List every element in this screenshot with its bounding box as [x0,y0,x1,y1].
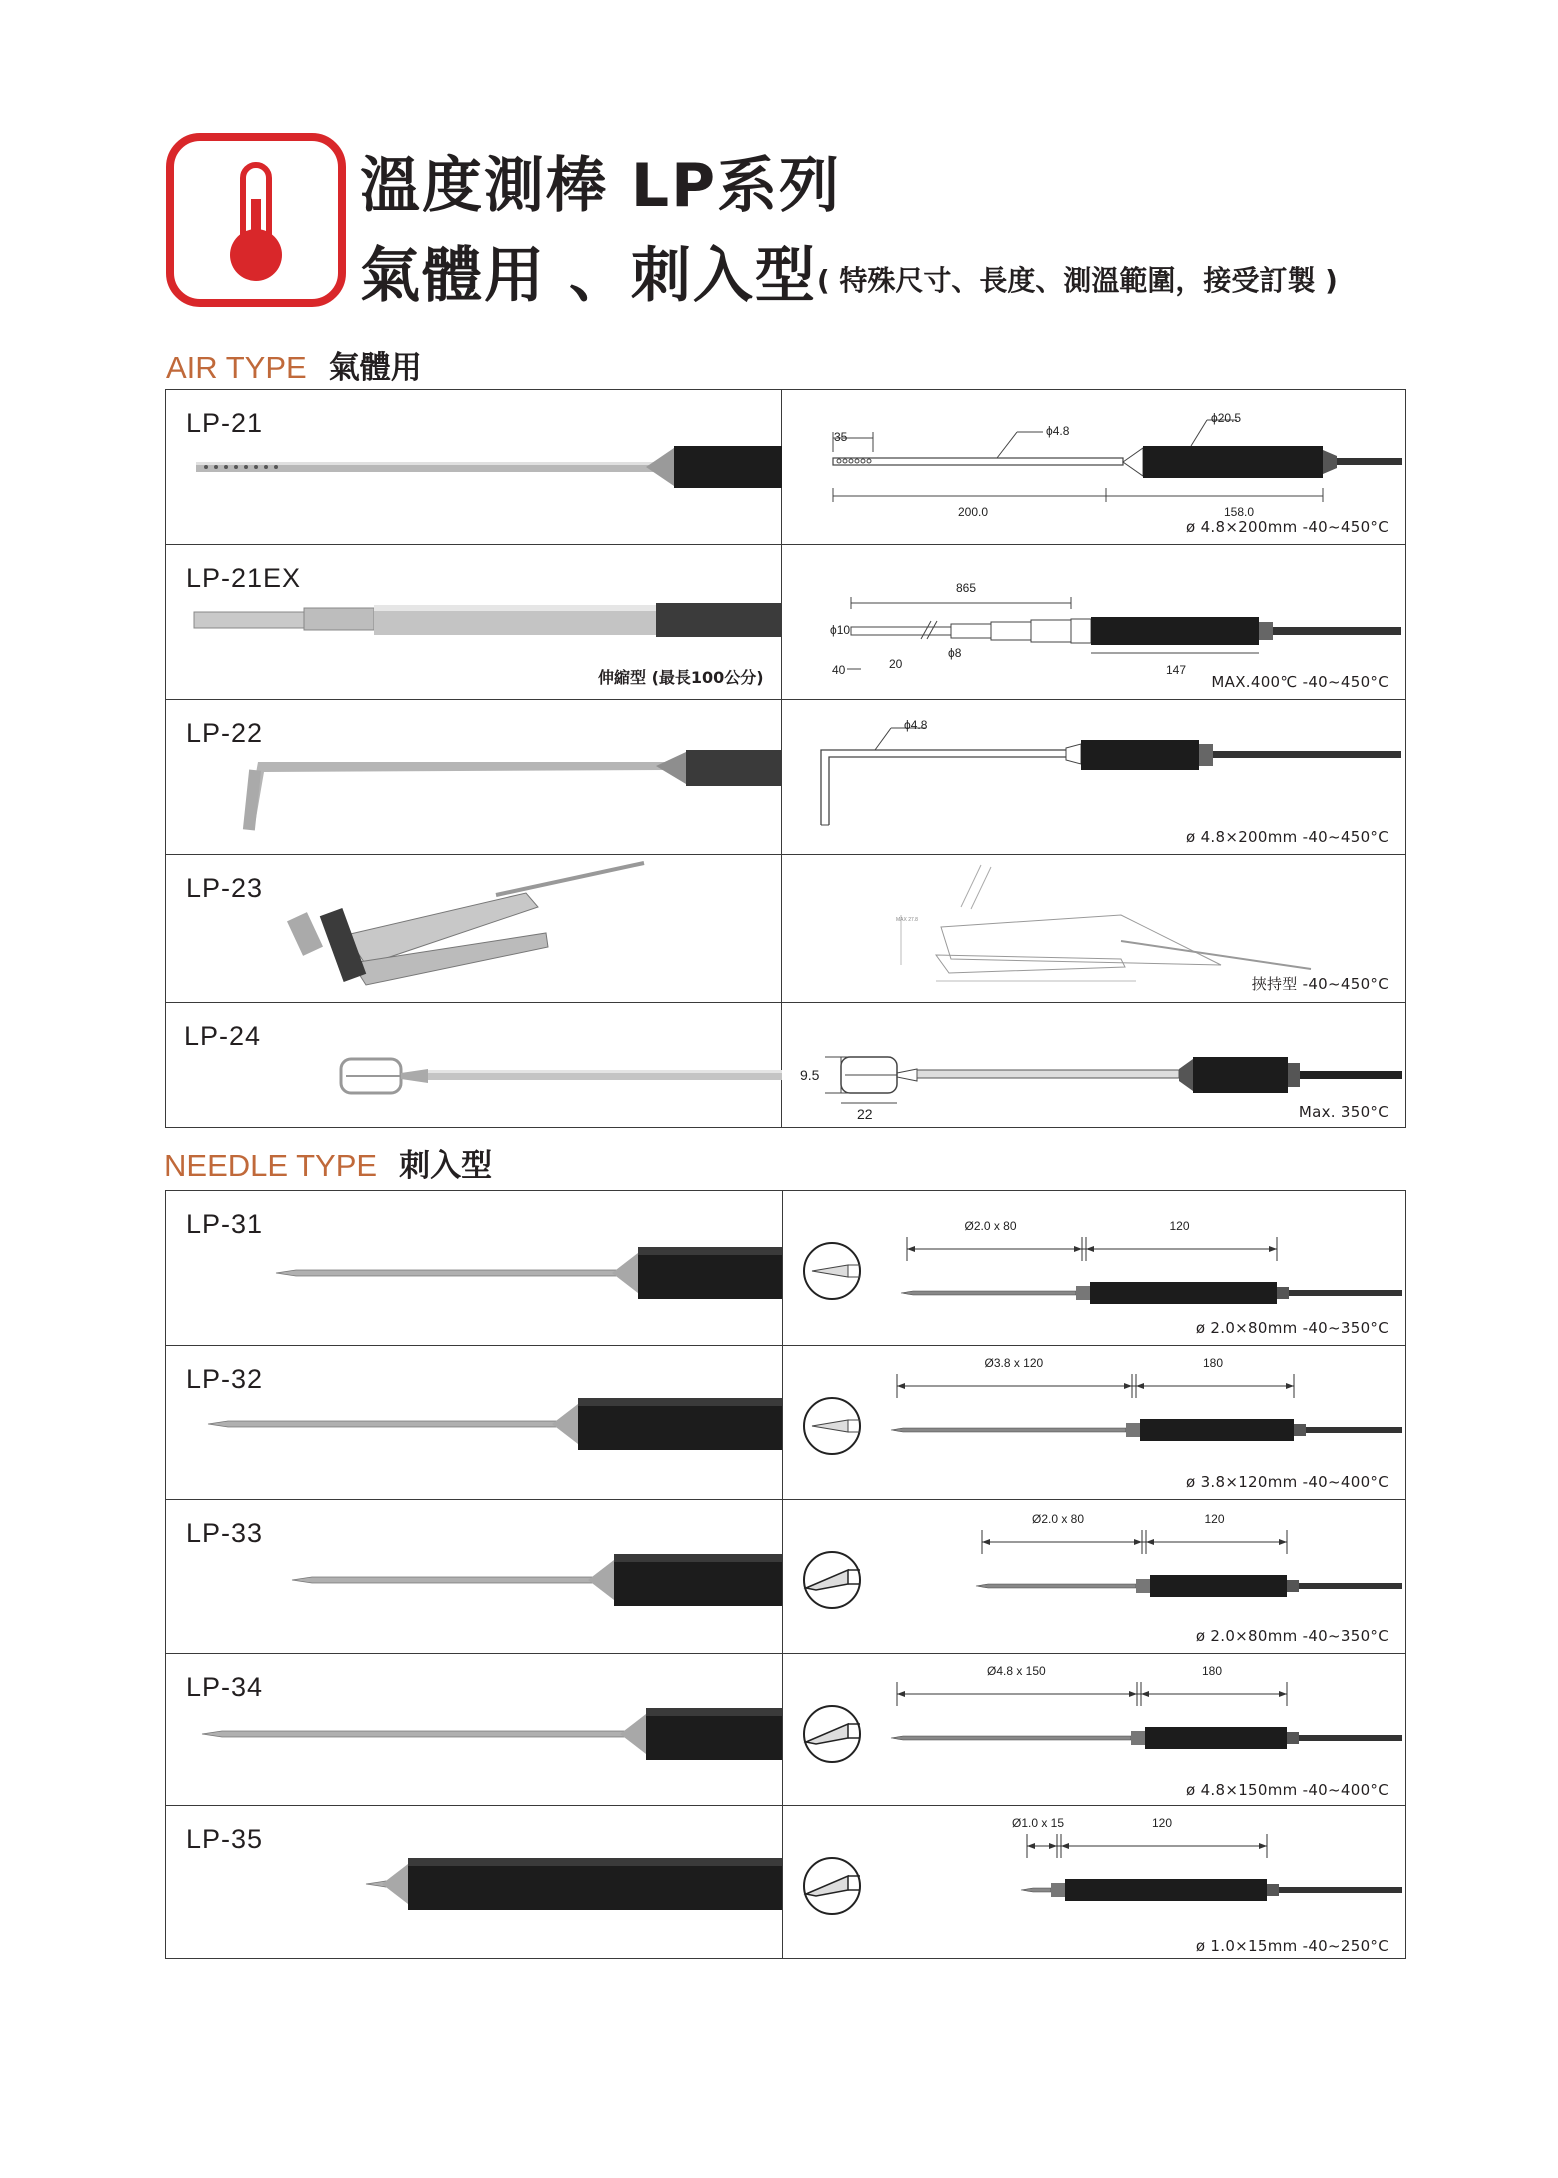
model-name: LP-34 [186,1672,264,1702]
subtitle-main: 氣體用 、刺入型 [360,241,817,311]
needle-type-zh: 刺入型 [399,1148,493,1184]
model-name: LP-21 [186,408,264,438]
table-row [166,1653,1405,1807]
dim-label: Ø1.0 x 15 [1012,1816,1065,1830]
dim-label: 120 [1204,1512,1225,1526]
dim-label: 200.0 [958,505,989,519]
needle-probe-photo [166,1346,782,1500]
dim-label: Ø3.8 x 120 [984,1356,1044,1370]
dim-label: 20 [889,657,903,671]
dim-label: Ø4.8 x 150 [987,1664,1046,1678]
page-subtitle [360,228,1338,314]
air-type-zh: 氣體用 [328,350,422,386]
spec-text: ø 3.8×120mm -40~400°C [1186,1473,1389,1491]
table-row [166,854,1405,1002]
dim-label: 120 [1152,1816,1173,1830]
air-type-en: AIR TYPE [166,350,307,385]
dim-label: ϕ4.8 [1046,424,1070,438]
dim-label: 120 [1169,1219,1190,1233]
table-row [166,1002,1405,1129]
spec-text: Max. 350°C [1298,1103,1389,1121]
dim-label: 35 [834,430,848,444]
spec-text: ø 2.0×80mm -40~350°C [1195,1319,1389,1337]
model-name: LP-22 [186,718,264,748]
model-name: LP-32 [186,1364,264,1394]
lp23-photo [166,855,781,1003]
spec-text: 挾持型 -40~450°C [1251,975,1389,993]
model-name: LP-33 [186,1518,264,1548]
dim-label: ϕ4.8 [904,718,928,732]
lp21-photo [166,390,781,544]
spec-text: ø 1.0×15mm -40~250°C [1195,1937,1389,1955]
dim-label: 22 [857,1106,873,1122]
table-row [166,390,1405,544]
needle-probe-photo [166,1654,782,1808]
dim-label: Ø2.0 x 80 [964,1219,1017,1233]
dim-label: 147 [1166,663,1187,677]
dim-label: 9.5 [800,1067,820,1083]
table-row [166,544,1405,699]
table-row [166,699,1405,854]
model-name: LP-35 [186,1824,264,1854]
dim-label: MAX 27.8 [896,917,918,923]
air-type-table [165,389,1406,1128]
model-name: LP-31 [186,1209,264,1239]
needle-type-table [165,1190,1406,1959]
thermometer-logo [166,133,346,307]
model-name: LP-21EX [186,563,302,593]
model-name: LP-23 [186,873,264,903]
needle-probe-photo [166,1191,782,1345]
table-row [166,1191,1405,1345]
spec-text: ø 2.0×80mm -40~350°C [1195,1627,1389,1645]
dim-label: Ø2.0 x 80 [1032,1512,1085,1526]
table-row [166,1345,1405,1499]
needle-probe-photo [166,1500,782,1654]
subtitle-note: ( 特殊尺寸、長度、測溫範圍，接受訂製 ) [816,264,1338,297]
lp24-photo [166,1003,781,1130]
air-type-heading [166,342,422,387]
dim-label: ϕ20.5 [1211,411,1242,425]
needle-type-heading [164,1140,492,1185]
needle-type-en: NEEDLE TYPE [164,1148,378,1183]
dim-label: 40 [832,663,846,677]
dim-label: ϕ10 [830,623,851,637]
model-name: LP-24 [184,1021,262,1051]
dim-label: 180 [1202,1664,1223,1678]
dim-label: 180 [1203,1356,1224,1370]
dim-label: 865 [956,581,977,595]
spec-text: ø 4.8×150mm -40~400°C [1186,1781,1389,1799]
table-row [166,1499,1405,1653]
needle-probe-photo [166,1806,782,1960]
thermometer-icon [174,141,338,299]
dim-label: 158.0 [1224,505,1255,519]
spec-text: MAX.400℃ -40~450°C [1211,673,1389,691]
page-title: 溫度測棒 LP系列 [360,151,842,221]
spec-text: ø 4.8×200mm -40~450°C [1186,518,1389,536]
lp22-photo [166,700,781,855]
note-text: 伸縮型 (最長100公分) [598,668,764,687]
spec-text: ø 4.8×200mm -40~450°C [1186,828,1389,846]
table-row [166,1805,1405,1963]
dim-label: ϕ8 [948,646,962,660]
